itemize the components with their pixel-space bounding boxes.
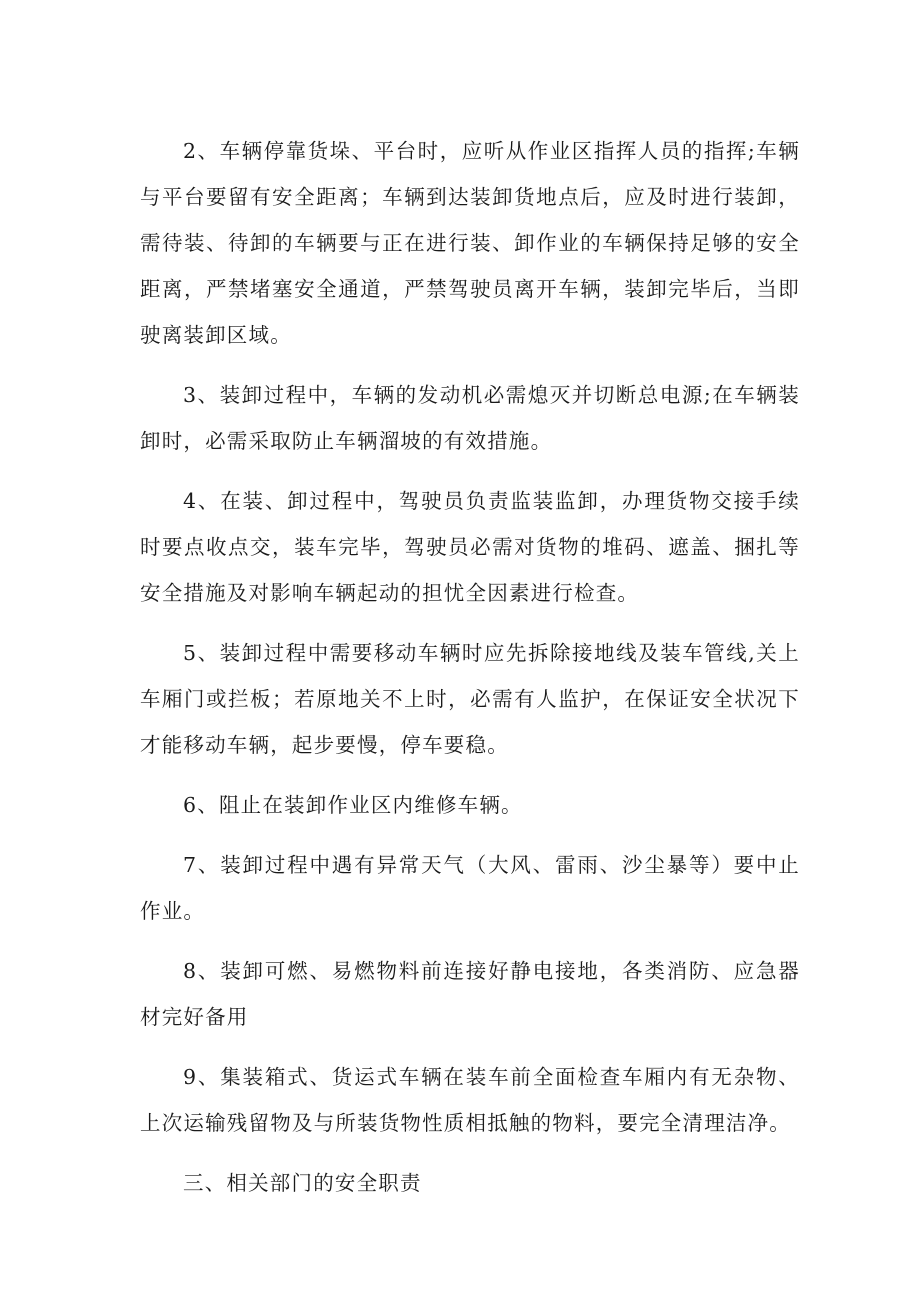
- paragraph-item-8: 8、装卸可燃、易燃物料前连接好静电接地，各类消防、应急器材完好备用: [140, 959, 800, 1029]
- paragraph-item-6: 6、阻止在装卸作业区内维修车辆。: [183, 793, 523, 817]
- paragraph-item-3: 3、装卸过程中，车辆的发动机必需熄灭并切断总电源;在车辆装卸时，必需采取防止车辆溜坡的有效措施。: [140, 383, 800, 453]
- paragraph-item-5: 5、装卸过程中需要移动车辆时应先拆除接地线及装车管线,关上车厢门或拦板；若原地关不上时，必需有人监护，在保证安全状况下才能移动车辆，起步要慢，停车要稳。: [140, 641, 800, 757]
- document-body: [140, 128, 800, 1220]
- section-heading: 三、相关部门的安全职责: [183, 1171, 422, 1195]
- paragraph-item-7: 7、装卸过程中遇有异常天气（大风、雷雨、沙尘暴等）要中止作业。: [140, 853, 800, 923]
- paragraph-item-9: 9、集装箱式、货运式车辆在装车前全面检查车厢内有无杂物、上次运输残留物及与所装货物性质相抵触的物料，要完全清理洁净。: [140, 1065, 800, 1135]
- paragraph-item-4: 4、在装、卸过程中，驾驶员负责监装监卸，办理货物交接手续时要点收点交，装车完毕，驾驶员必需对货物的堆码、遮盖、捆扎等安全措施及对影响车辆起动的担忧全因素进行检查。: [140, 489, 800, 605]
- paragraph-item-2: 2、车辆停靠货垛、平台时，应听从作业区指挥人员的指挥;车辆与平台要留有安全距离；车辆到达装卸货地点后，应及时进行装卸，需待装、待卸的车辆要与正在进行装、卸作业的车辆保持足够的安全距离，严禁堵塞安全通道，严禁驾驶员离开车辆，装卸完毕后，当即驶离装卸区域。: [140, 139, 800, 347]
